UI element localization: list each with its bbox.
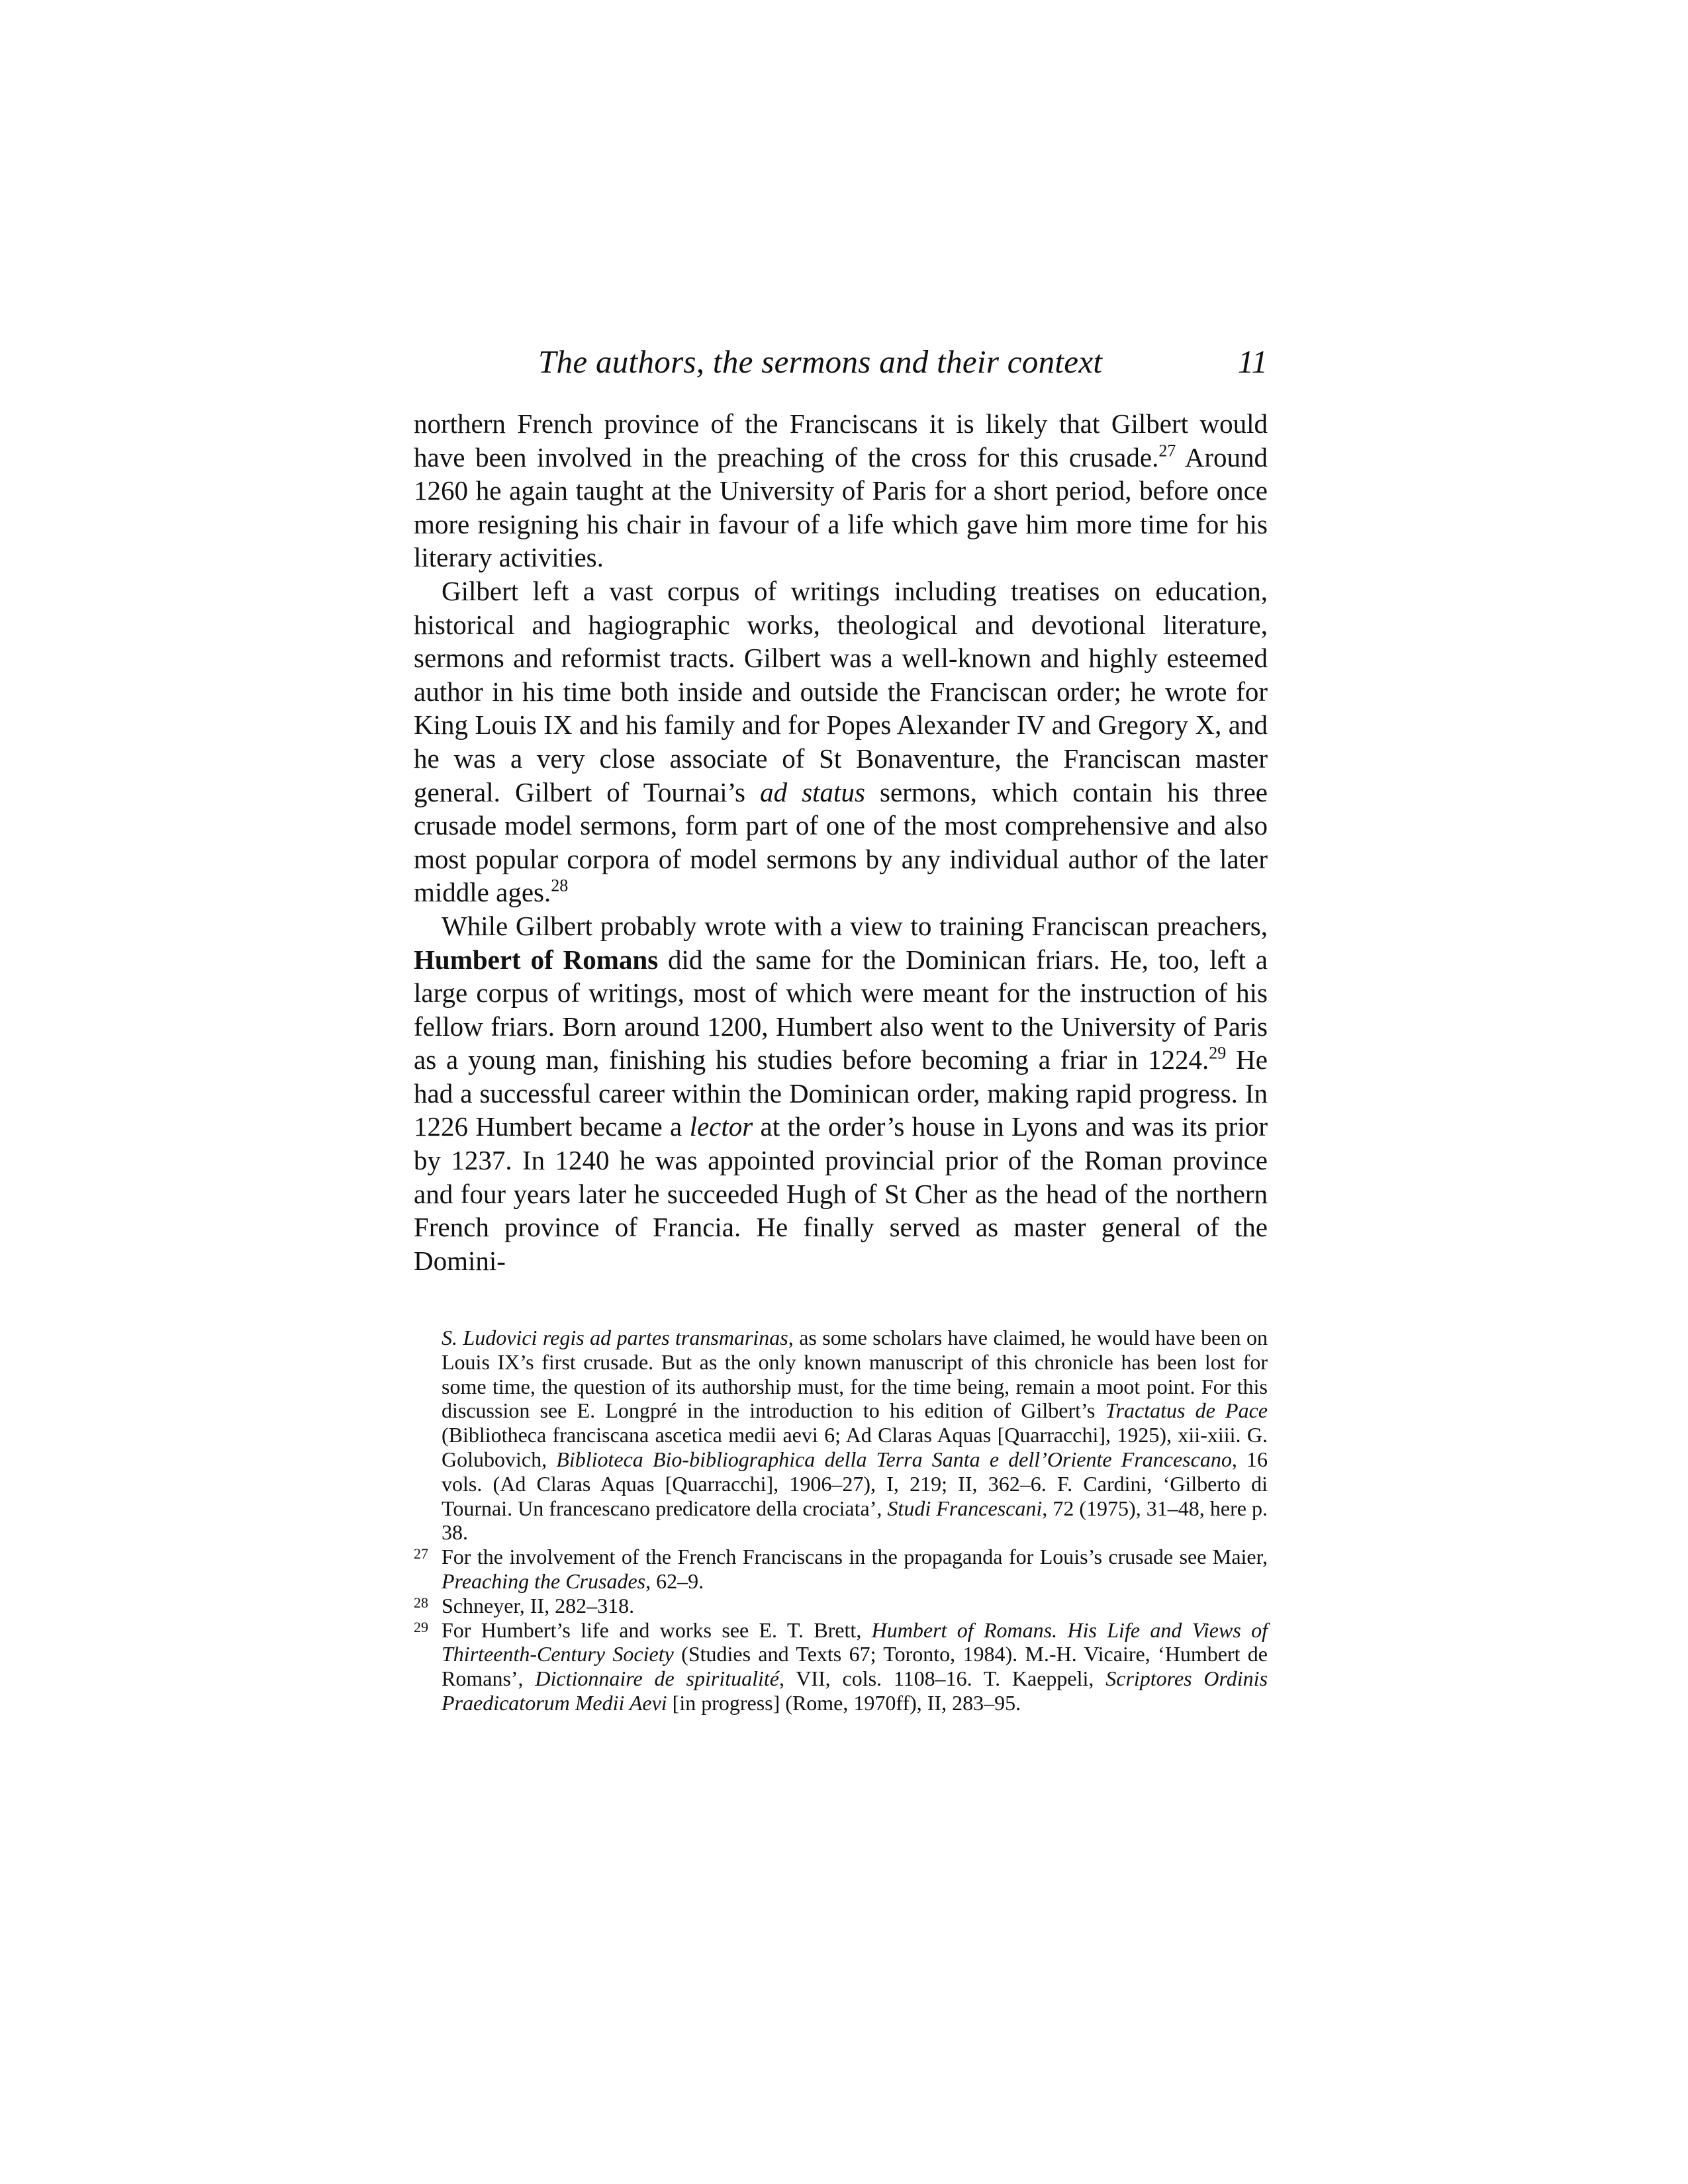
running-head <box>414 343 1268 383</box>
bold-name: Humbert of Romans <box>414 944 659 975</box>
footnote-29: 29 For Humbert’s life and works see E. T. Brett, Humbert of Romans. His Life and Views of Thirteenth-Century Society (Studies and Texts 67; Toronto, 1984). M.-H. Vicaire, ‘Humbert de Romans’, Dictionnaire de spiritualité, VII, cols. 1108–16. T. Kaeppeli, Scriptores Ordinis Praedicatorum Medii Aevi [in progress] (Rome, 1970ff), II, 283–95. <box>414 1618 1268 1715</box>
page-number: 11 <box>1237 343 1268 380</box>
footnote-28: 28 Schneyer, II, 282–318. <box>414 1594 1268 1618</box>
footnote-number: 29 <box>414 1618 428 1635</box>
footnote-continued: S. Ludovici regis ad partes transmarinas, as some scholars have claimed, he would have been on Louis IX’s first crusade. But as the only known manuscript of this chronicle has been lost for some time, the question of its authorship must, for the time being, remain a moot point. For this discussion see E. Longpré in the introduction to his edition of Gilbert’s Tractatus de Pace (Bibliotheca franciscana ascetica medii aevi 6; Ad Claras Aquas [Quarracchi], 1925), xii-xiii. G. Golubovich, Biblioteca Bio-bibliographica della Terra Santa e dell’Oriente Francescano, 16 vols. (Ad Claras Aquas [Quarracchi], 1906–27), I, 219; II, 362–6. F. Cardini, ‘Gilberto di Tournai. Un francescano predicatore della crociata’, Studi Francescani, 72 (1975), 31–48, here p. 38. <box>442 1326 1268 1545</box>
footnote-number: 27 <box>414 1545 428 1563</box>
footnote-number: 28 <box>414 1594 428 1611</box>
main-text <box>414 407 1268 1277</box>
footnote-ref-29[interactable]: 29 <box>1209 1043 1227 1063</box>
footnote-27: 27 For the involvement of the French Franciscans in the propaganda for Louis’s crusade see Maier, Preaching the Crusades, 62–9. <box>414 1545 1268 1594</box>
paragraph-1: northern French province of the Franciscans it is likely that Gilbert would have been involved in the preaching of the cross for this crusade.$^{27}$ Around 1260 he again taught at the University of Paris for a short period, before once more resigning his chair in favour of a life which gave him more time for his literary activities. <box>414 408 1268 573</box>
running-head-title: The authors, the sermons and their context <box>538 343 1103 380</box>
paragraph-3: While Gilbert probably wrote with a view to training Franciscan preachers, Humbert of Romans did the same for the Dominican friars. He, too, left a large corpus of writings, most of which were meant for the instruction of his fellow friars. Born around 1200, Humbert also went to the University of Paris as a young man, finishing his studies before becoming a friar in 1224.29 He had a successful career within the Dominican order, making rapid progress. In 1226 Humbert became a lector at the order’s house in Lyons and was its prior by 1237. In 1240 he was appointed provincial prior of the Roman province and four years later he succeeded Hugh of St Cher as the head of the northern French province of Francia. He finally served as master general of the Domini- <box>414 910 1268 1276</box>
paragraph-2: Gilbert left a vast corpus of writings including treatises on education, historical and hagiographic works, theological and devotional literature, sermons and reformist tracts. Gilbert was a well-known and highly esteemed author in his time both inside and outside the Franciscan order; he wrote for King Louis IX and his family and for Popes Alexander IV and Gregory X, and he was a very close associate of St Bonaventure, the Franciscan master general. Gilbert of Tournai’s ad status sermons, which contain his three crusade model sermons, form part of one of the most comprehensive and also most popular corpora of model sermons by any individual author of the later middle ages.$^{28}$ <box>414 575 1268 908</box>
footnote-ref-27[interactable]: 27 <box>1158 441 1176 460</box>
footnote-ref-28[interactable]: 28 <box>551 876 569 895</box>
footnotes <box>414 1326 1268 1715</box>
